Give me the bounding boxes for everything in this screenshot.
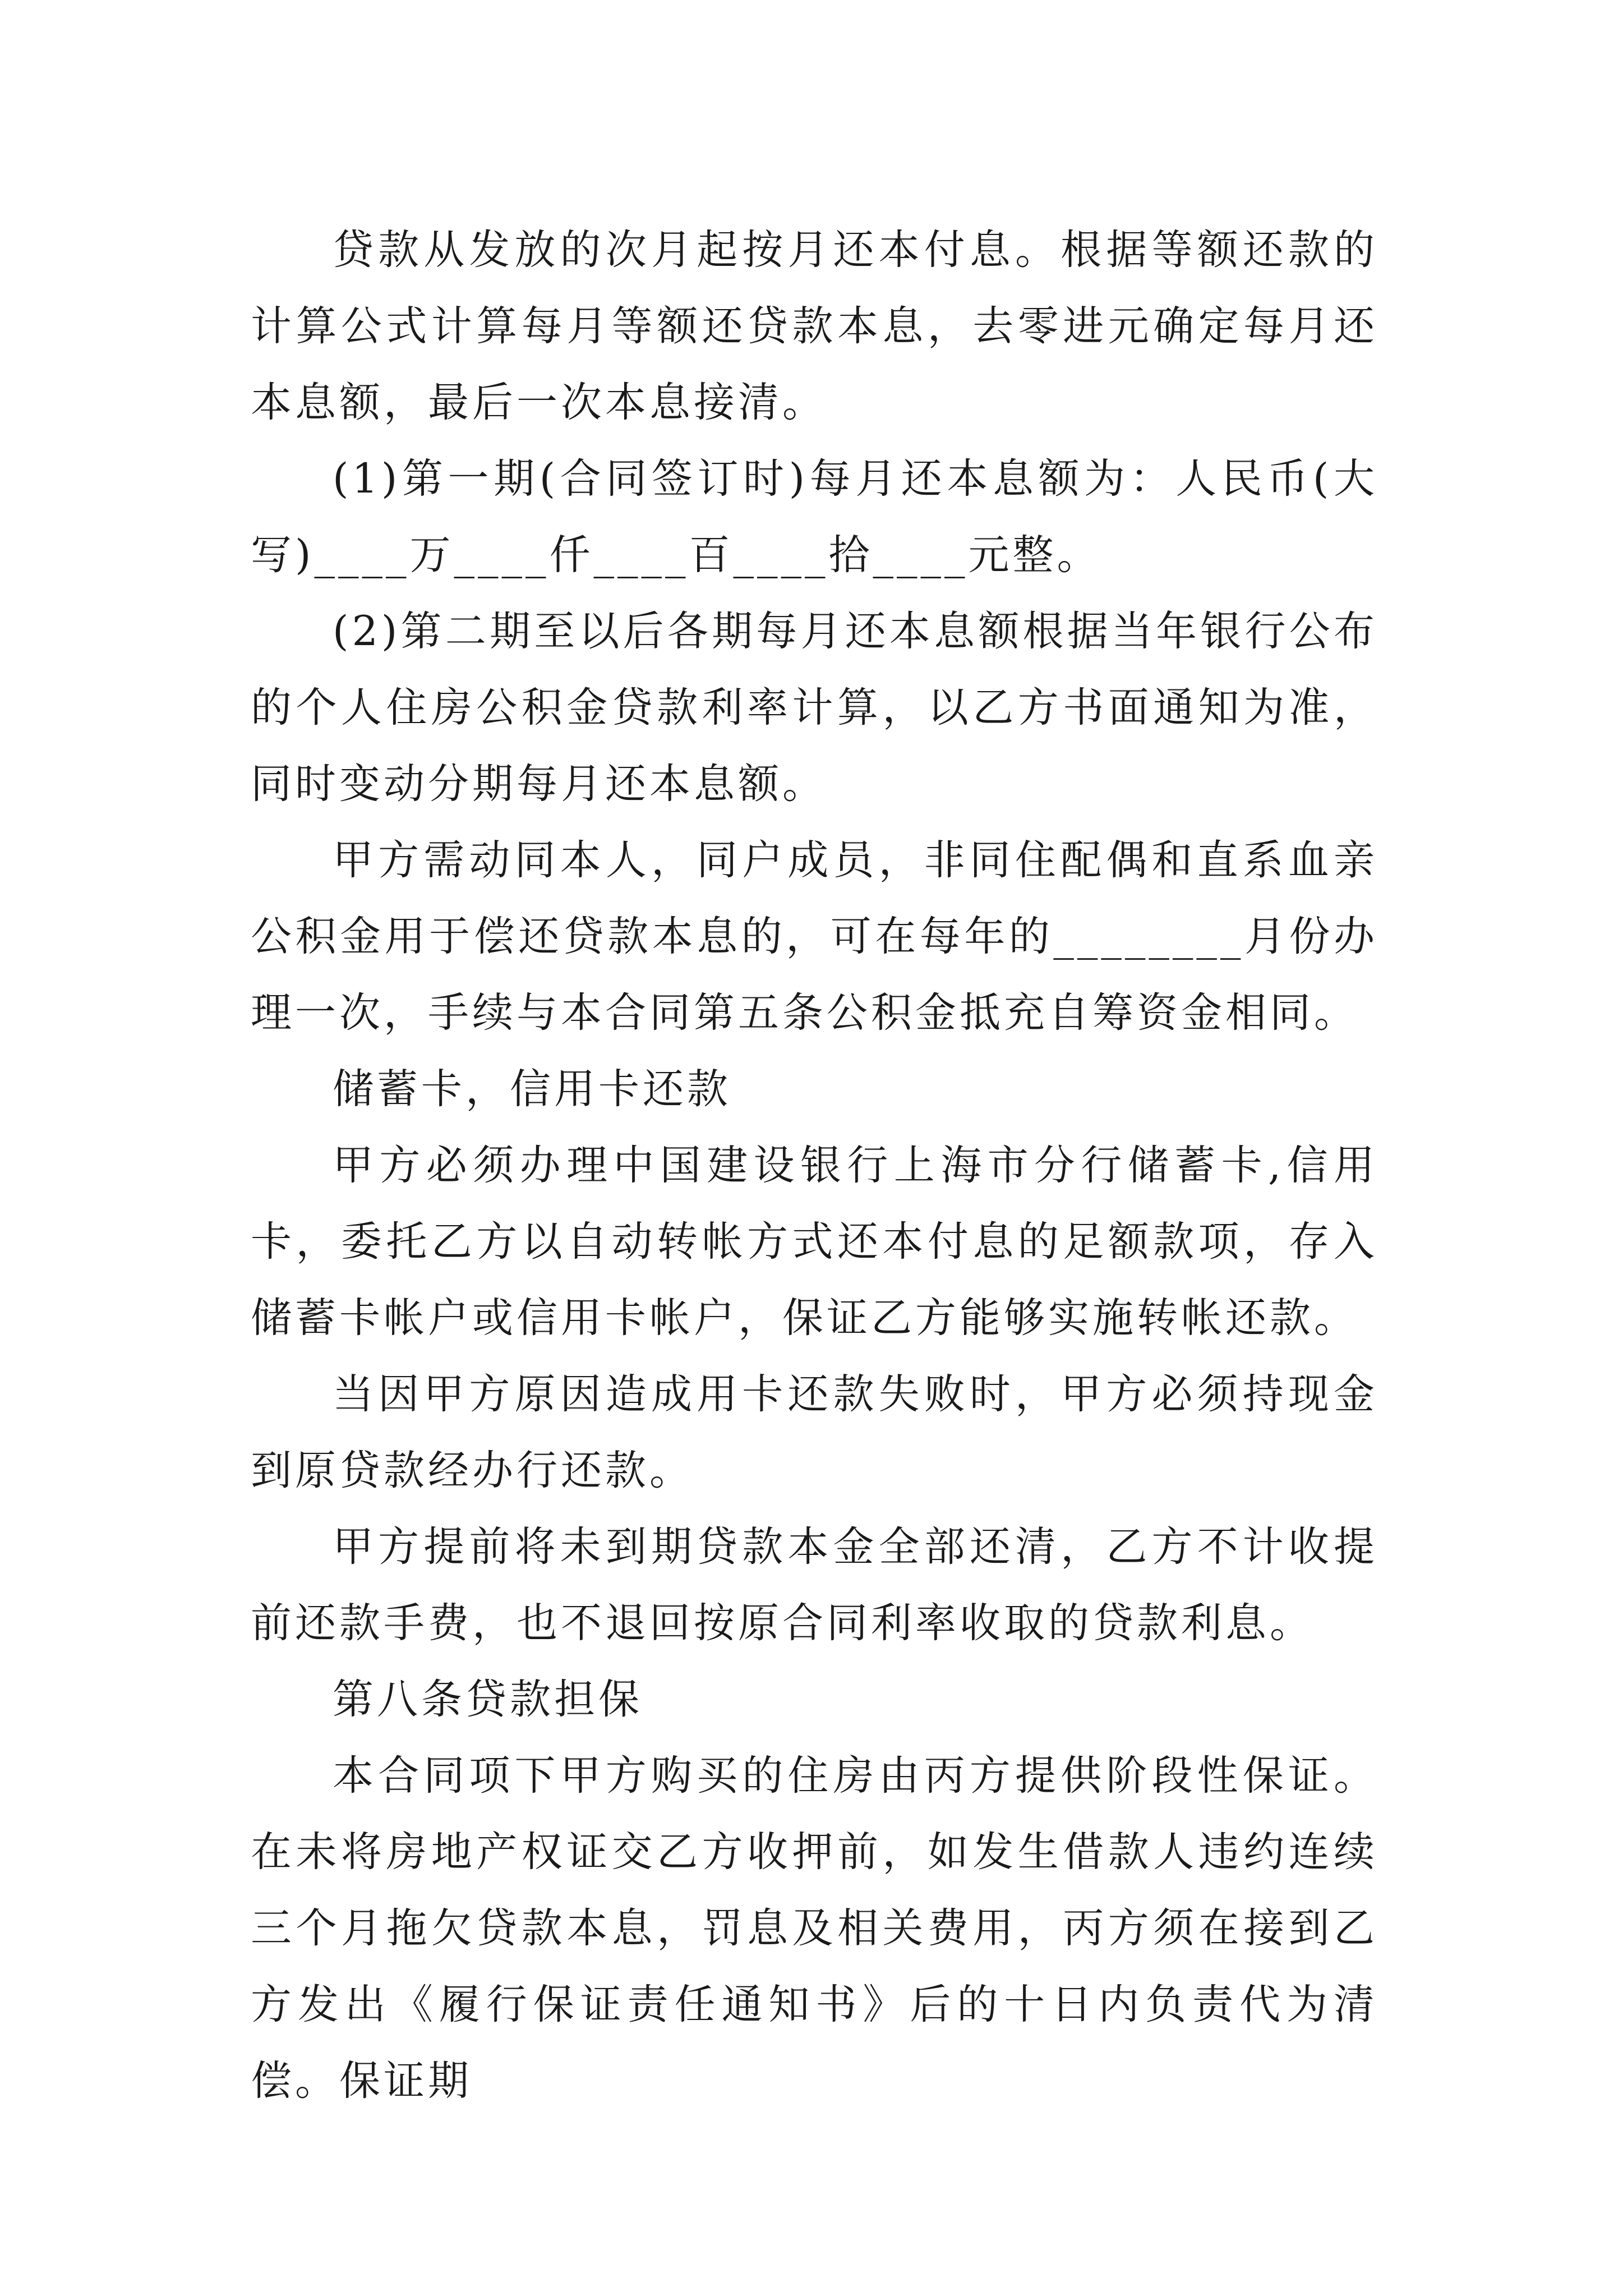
paragraph-repayment-method: 贷款从发放的次月起按月还本付息。根据等额还款的计算公式计算每月等额还贷款本息，去零进元确定每月还本息额，最后一次本息接清。: [251, 226, 1378, 426]
paragraph-card-requirement: 甲方必须办理中国建设银行上海市分行储蓄卡,信用卡，委托乙方以自动转帐方式还本付息的足额款项，存入储蓄卡帐户或信用卡帐户，保证乙方能够实施转帐还款。: [251, 1142, 1378, 1342]
paragraph-later-periods: (2)第二期至以后各期每月还本息额根据当年银行公布的个人住房公积金贷款利率计算，以乙方书面通知为准，同时变动分期每月还本息额。: [251, 608, 1378, 808]
heading-card-repayment: 储蓄卡，信用卡还款: [333, 1065, 731, 1113]
heading-article-eight: 第八条贷款担保: [333, 1676, 643, 1723]
paragraph-guarantee: 本合同项下甲方购买的住房由丙方提供阶段性保证。在未将房地产权证交乙方收押前，如发生借款人违约连续三个月拖欠贷款本息，罚息及相关费用，丙方须在接到乙方发出《履行保证责任通知书》后的十日内负责代为清偿。保证期: [251, 1752, 1378, 2105]
paragraph-first-period-amount: (1)第一期(合同签订时)每月还本息额为：人民币(大写)____万____仟____百____拾____元整。: [251, 455, 1378, 579]
paragraph-early-repayment: 甲方提前将未到期贷款本金全部还清，乙方不计收提前还款手费，也不退回按原合同利率收取的贷款利息。: [251, 1523, 1378, 1647]
document-body: [251, 212, 1378, 2119]
paragraph-provident-fund: 甲方需动同本人，同户成员，非同住配偶和直系血亲公积金用于偿还贷款本息的，可在每年的________月份办理一次，手续与本合同第五条公积金抵充自筹资金相同。: [251, 836, 1378, 1037]
paragraph-card-failure: 当因甲方原因造成用卡还款失败时，甲方必须持现金到原贷款经办行还款。: [251, 1370, 1378, 1494]
